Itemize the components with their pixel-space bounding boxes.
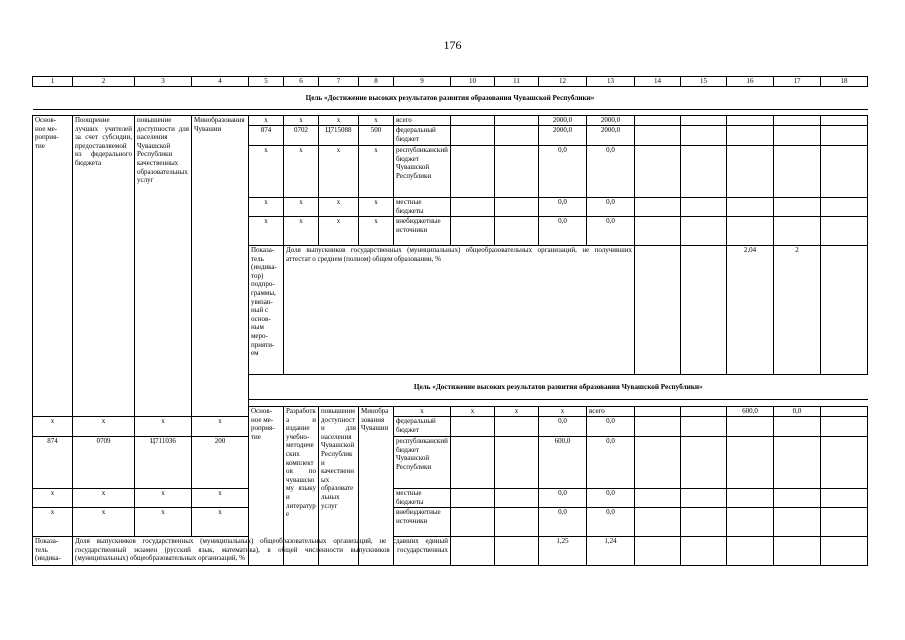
funding-source: всего xyxy=(587,407,635,417)
indicator-type: Показа- тель (индика- xyxy=(33,537,73,566)
cell: x xyxy=(249,217,284,246)
event-name: Разработка и издание учебно-методических комплектов по чувашскому языку и литературе xyxy=(284,407,319,566)
col-header: 3 xyxy=(135,77,192,87)
value-cell: 0,0 xyxy=(587,417,635,437)
cell: x xyxy=(73,508,135,537)
cell: x xyxy=(73,489,135,508)
event-executor: Минобразования Чувашии xyxy=(359,407,394,566)
cell: x xyxy=(192,417,249,437)
col-header: 17 xyxy=(774,77,821,87)
cell: x xyxy=(284,217,319,246)
budget-table xyxy=(32,76,868,566)
table-row xyxy=(33,116,868,126)
funding-source: внебюджетные источники xyxy=(394,508,451,537)
goal-title: Цель «Достижение высоких результатов развития образования Чувашской Республики» xyxy=(249,375,868,400)
funding-source: всего xyxy=(394,116,451,126)
cell: x xyxy=(451,407,495,417)
event-purpose: повышение доступности для населения Чувашской Республики качественных образовательных услуг xyxy=(319,407,359,566)
value-cell: 0,0 xyxy=(587,146,635,198)
event-executor: Минобразования Чувашии xyxy=(192,116,249,417)
cell: x xyxy=(249,146,284,198)
cell: 874 xyxy=(33,437,73,489)
event-name: Поощрение лучших учителей за счет субсидии, предоставляемой из федерального бюджета xyxy=(73,116,135,417)
value-cell: 2000,0 xyxy=(587,116,635,126)
value-cell: 0,0 xyxy=(539,508,587,537)
col-header: 6 xyxy=(284,77,319,87)
indicator-row xyxy=(33,537,868,566)
funding-source: федеральный бюджет xyxy=(394,417,451,437)
col-header: 11 xyxy=(495,77,539,87)
cell: x xyxy=(135,508,192,537)
table-row xyxy=(33,437,868,489)
funding-source: внебюджетные источники xyxy=(394,217,451,246)
value-cell: 0,0 xyxy=(587,217,635,246)
value-cell: 2000,0 xyxy=(587,126,635,146)
col-header: 13 xyxy=(587,77,635,87)
indicator-text: Доля выпускников государственных (муниципальных) общеобразовательных организаций, не сдавших единый государственный экзамен (русский язык, математика), в общей численности выпускников государственных (муниципальных) общеобразовательных организаций, % xyxy=(73,537,451,566)
indicator-type: Показа- тель (индика- тор) подпро- граммы, увязан- ный с основ- ным меро- прияти- ем xyxy=(249,246,284,375)
cell: x xyxy=(249,116,284,126)
value-cell: 1,25 xyxy=(539,537,587,566)
value-cell: 0,0 xyxy=(587,437,635,489)
cell: x xyxy=(359,198,394,217)
value-cell: 0,0 xyxy=(587,508,635,537)
cell: x xyxy=(359,116,394,126)
table-row xyxy=(33,417,868,437)
cell: x xyxy=(73,417,135,437)
goal-title: Цель «Достижение высоких результатов развития образования Чувашской Республики» xyxy=(33,87,868,110)
table-row xyxy=(33,508,868,537)
col-header: 9 xyxy=(394,77,451,87)
cell: x xyxy=(33,417,73,437)
cell: x xyxy=(33,508,73,537)
value-cell: 0,0 xyxy=(587,489,635,508)
funding-source: федеральный бюджет xyxy=(394,126,451,146)
cell: 500 xyxy=(359,126,394,146)
funding-source: местные бюджеты xyxy=(394,198,451,217)
cell: x xyxy=(319,198,359,217)
funding-source: республиканский бюджет Чувашской Республики xyxy=(394,146,451,198)
col-header: 15 xyxy=(681,77,727,87)
col-header: 7 xyxy=(319,77,359,87)
col-header: 2 xyxy=(73,77,135,87)
col-header: 12 xyxy=(539,77,587,87)
cell: x xyxy=(319,146,359,198)
cell: x xyxy=(284,116,319,126)
cell: x xyxy=(33,489,73,508)
goal-row xyxy=(33,87,868,110)
col-header: 4 xyxy=(192,77,249,87)
cell: 0709 xyxy=(73,437,135,489)
col-header: 10 xyxy=(451,77,495,87)
value-cell: 0,0 xyxy=(539,198,587,217)
cell: x xyxy=(359,217,394,246)
event-type: Основ- ное ме- роприя- тие xyxy=(33,116,73,417)
indicator-text: Доля выпускников государственных (муниципальных) общеобразовательных организаций, не получивших аттестат о среднем (полном) общем образовании, % xyxy=(284,246,635,375)
cell: 200 xyxy=(192,437,249,489)
cell: x xyxy=(284,198,319,217)
value-cell: 600,0 xyxy=(727,407,774,417)
column-header-row xyxy=(33,77,868,87)
cell: x xyxy=(192,489,249,508)
value-cell: 2000,0 xyxy=(539,126,587,146)
cell: x xyxy=(495,407,539,417)
cell: x xyxy=(394,407,451,417)
value-cell: 2 xyxy=(774,246,821,375)
cell: x xyxy=(249,198,284,217)
cell: Ц711036 xyxy=(135,437,192,489)
value-cell: 600,0 xyxy=(539,437,587,489)
table-row xyxy=(33,489,868,508)
funding-source: местные бюджеты xyxy=(394,489,451,508)
cell: x xyxy=(319,116,359,126)
col-header: 8 xyxy=(359,77,394,87)
col-header: 5 xyxy=(249,77,284,87)
cell: x xyxy=(135,417,192,437)
value-cell: 0,0 xyxy=(539,146,587,198)
cell: x xyxy=(284,146,319,198)
value-cell: 2000,0 xyxy=(539,116,587,126)
value-cell: 0,0 xyxy=(774,407,821,417)
value-cell: 2,04 xyxy=(727,246,774,375)
event-type: Основ- ное ме- роприя- тие xyxy=(249,407,284,566)
page-number: 176 xyxy=(443,38,462,52)
value-cell: 1,24 xyxy=(587,537,635,566)
funding-source: республиканский бюджет Чувашской Республики xyxy=(394,437,451,489)
col-header: 16 xyxy=(727,77,774,87)
event-purpose: повышение доступности для населения Чувашской Республики качественных образовательных услуг xyxy=(135,116,192,417)
col-header: 1 xyxy=(33,77,73,87)
col-header: 18 xyxy=(821,77,868,87)
value-cell: 0,0 xyxy=(539,489,587,508)
value-cell: 0,0 xyxy=(539,417,587,437)
cell: x xyxy=(359,146,394,198)
col-header: 14 xyxy=(635,77,681,87)
cell: Ц715088 xyxy=(319,126,359,146)
cell: x xyxy=(192,508,249,537)
cell: x xyxy=(539,407,587,417)
value-cell: 0,0 xyxy=(587,198,635,217)
cell: 874 xyxy=(249,126,284,146)
cell: 0702 xyxy=(284,126,319,146)
cell: x xyxy=(135,489,192,508)
value-cell: 0,0 xyxy=(539,217,587,246)
cell: x xyxy=(319,217,359,246)
